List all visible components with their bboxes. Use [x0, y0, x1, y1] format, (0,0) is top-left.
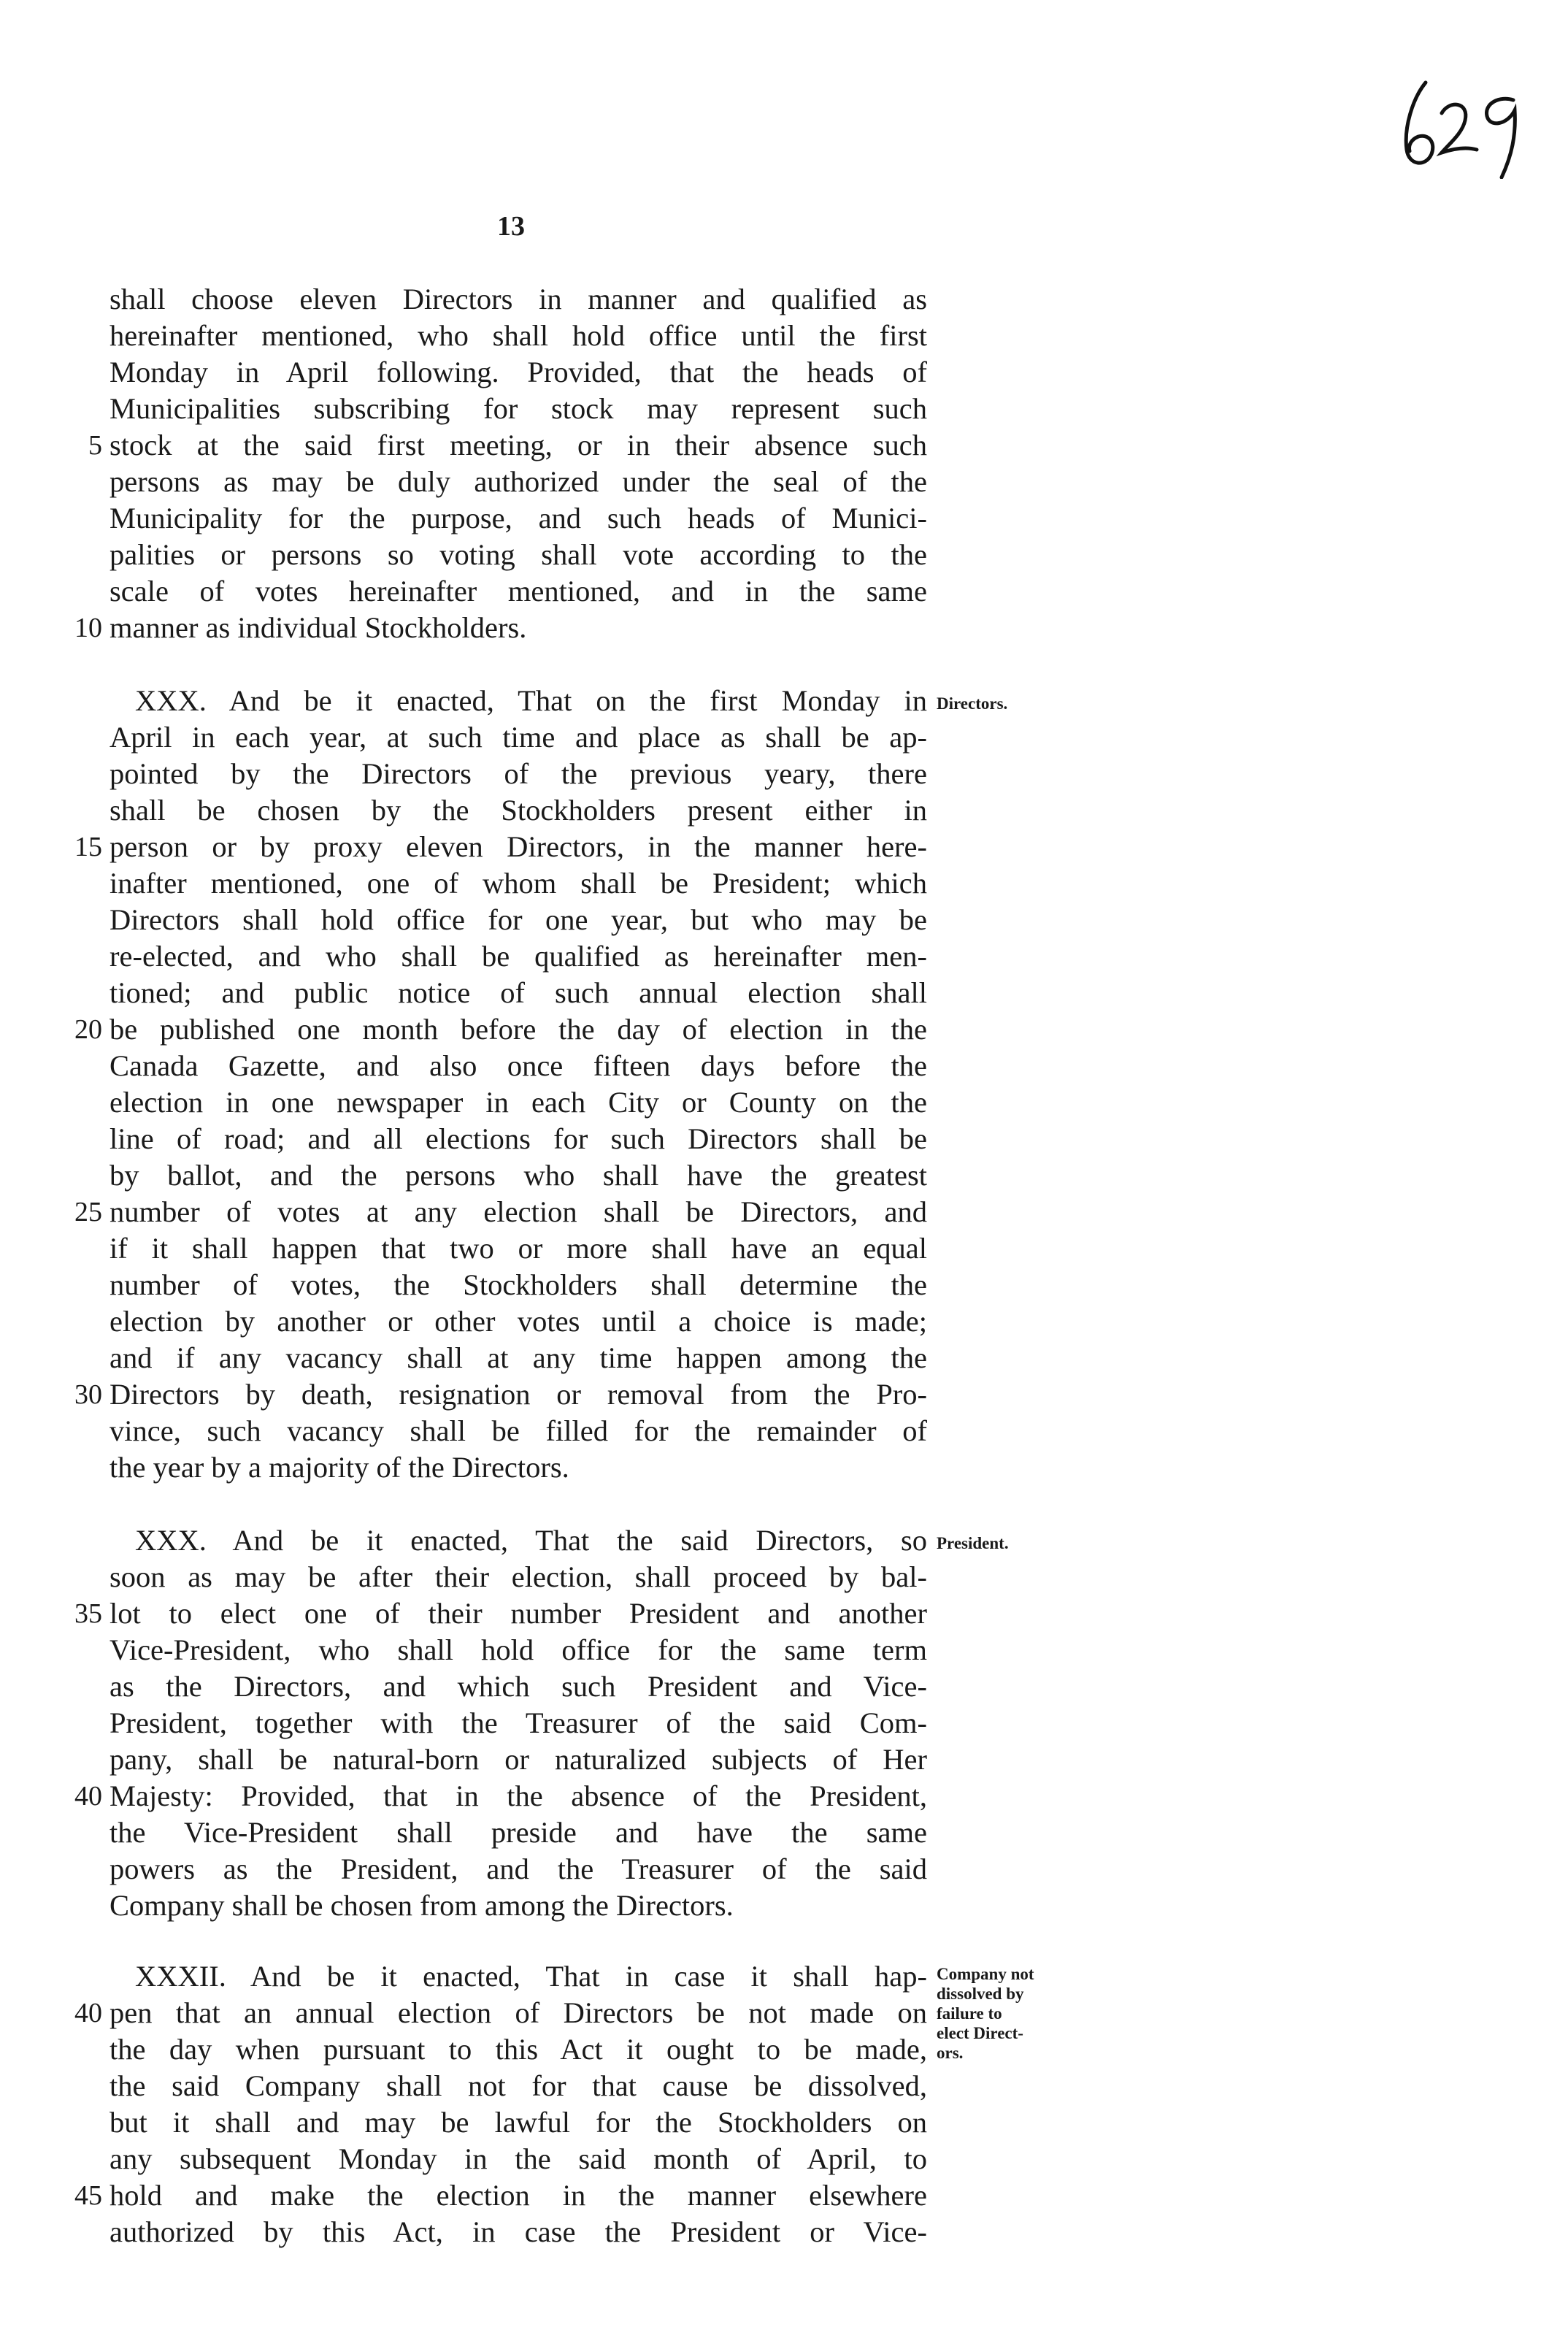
line-number: 20: [74, 1014, 102, 1045]
text-line: persons as may be duly authorized under the seal of the: [109, 465, 927, 498]
line-number: 15: [74, 832, 102, 862]
text-line: stock at the said first meeting, or in their absence such: [109, 429, 927, 461]
margin-note-company-line: failure to: [937, 2004, 1002, 2023]
text-line: the year by a majority of the Directors.: [109, 1451, 569, 1484]
page-number: 13: [497, 211, 525, 242]
text-line: Directors shall hold office for one year, but who may be: [109, 903, 927, 936]
text-line: hold and make the election in the manner elsewhere: [109, 2179, 927, 2212]
line-number: 40: [74, 1781, 102, 1812]
text-line: April in each year, at such time and place as shall be ap-: [109, 721, 927, 754]
text-line: soon as may be after their election, shall proceed by bal-: [109, 1560, 927, 1593]
margin-note-company-line: dissolved by: [937, 1985, 1024, 2003]
text-line: Directors by death, resignation or removal from the Pro-: [109, 1378, 927, 1411]
text-line: tioned; and public notice of such annual election shall: [109, 976, 927, 1009]
text-line: powers as the President, and the Treasurer of the said: [109, 1852, 927, 1885]
line-number: 10: [74, 613, 102, 643]
text-line: election by another or other votes until a choice is made;: [109, 1305, 927, 1338]
text-line: person or by proxy eleven Directors, in the manner here-: [109, 830, 927, 863]
text-line: as the Directors, and which such President and Vice-: [109, 1670, 927, 1703]
text-line: shall be chosen by the Stockholders present either in: [109, 794, 927, 827]
text-line: line of road; and all elections for such Directors shall be: [109, 1122, 927, 1155]
text-line: Municipalities subscribing for stock may represent such: [109, 392, 927, 425]
text-line: but it shall and may be lawful for the Stockholders on: [109, 2106, 927, 2139]
text-line: inafter mentioned, one of whom shall be President; which: [109, 867, 927, 900]
text-line: election in one newspaper in each City or County on the: [109, 1086, 927, 1119]
text-line: President, together with the Treasurer of the said Com-: [109, 1706, 927, 1739]
text-line: the said Company shall not for that cause be dissolved,: [109, 2069, 927, 2102]
text-line: shall choose eleven Directors in manner and qualified as: [109, 283, 927, 315]
margin-note-president: President.: [937, 1534, 1009, 1552]
text-line: Vice-President, who shall hold office for the same term: [109, 1633, 927, 1666]
line-number: 45: [74, 2180, 102, 2211]
text-line: vince, such vacancy shall be filled for the remainder of: [109, 1414, 927, 1447]
text-line: the Vice-President shall preside and have the same: [109, 1816, 927, 1849]
text-line: Majesty: Provided, that in the absence of the President,: [109, 1779, 927, 1812]
margin-note-company-line: ors.: [937, 2044, 964, 2062]
text-line: manner as individual Stockholders.: [109, 611, 527, 644]
line-number: 40: [74, 1998, 102, 2028]
text-line: hereinafter mentioned, who shall hold office until the first: [109, 319, 927, 352]
line-number: 25: [74, 1197, 102, 1227]
text-line: palities or persons so voting shall vote according to the: [109, 538, 927, 571]
text-line: lot to elect one of their number President and another: [109, 1597, 927, 1630]
text-line: the day when pursuant to this Act it ought to be made,: [109, 2033, 927, 2066]
text-line: if it shall happen that two or more shall have an equal: [109, 1232, 927, 1265]
line-number: 30: [74, 1379, 102, 1410]
text-line: Monday in April following. Provided, that the heads of: [109, 356, 927, 388]
text-line: number of votes at any election shall be Directors, and: [109, 1195, 927, 1228]
text-line: Canada Gazette, and also once fifteen days before the: [109, 1049, 927, 1082]
line-number: 5: [88, 430, 102, 461]
text-line: and if any vacancy shall at any time happen among the: [109, 1341, 927, 1374]
text-line: be published one month before the day of election in the: [109, 1013, 927, 1046]
text-line: authorized by this Act, in case the President or Vice-: [109, 2215, 927, 2248]
section-heading-line: XXXII. And be it enacted, That in case it shall hap-: [135, 1960, 927, 1993]
text-line: any subsequent Monday in the said month of April, to: [109, 2142, 927, 2175]
text-line: Municipality for the purpose, and such heads of Munici-: [109, 502, 927, 534]
margin-note-company-line: elect Direct-: [937, 2024, 1023, 2042]
text-line: Company shall be chosen from among the Directors.: [109, 1889, 734, 1922]
text-line: scale of votes hereinafter mentioned, and in the same: [109, 575, 927, 608]
text-line: re-elected, and who shall be qualified as hereinafter men-: [109, 940, 927, 973]
text-line: number of votes, the Stockholders shall determine the: [109, 1268, 927, 1301]
line-number: 35: [74, 1598, 102, 1629]
text-line: by ballot, and the persons who shall have the greatest: [109, 1159, 927, 1192]
text-line: pointed by the Directors of the previous yeary, there: [109, 757, 927, 790]
margin-note-company-line: Company not: [937, 1965, 1034, 1983]
text-line: pen that an annual election of Directors be not made on: [109, 1996, 927, 2029]
margin-note-directors: Directors.: [937, 694, 1008, 713]
text-line: pany, shall be natural-born or naturalized subjects of Her: [109, 1743, 927, 1776]
section-heading-line: XXX. And be it enacted, That on the first Monday in: [135, 684, 927, 717]
section-heading-line: XXX. And be it enacted, That the said Directors, so: [135, 1524, 927, 1557]
